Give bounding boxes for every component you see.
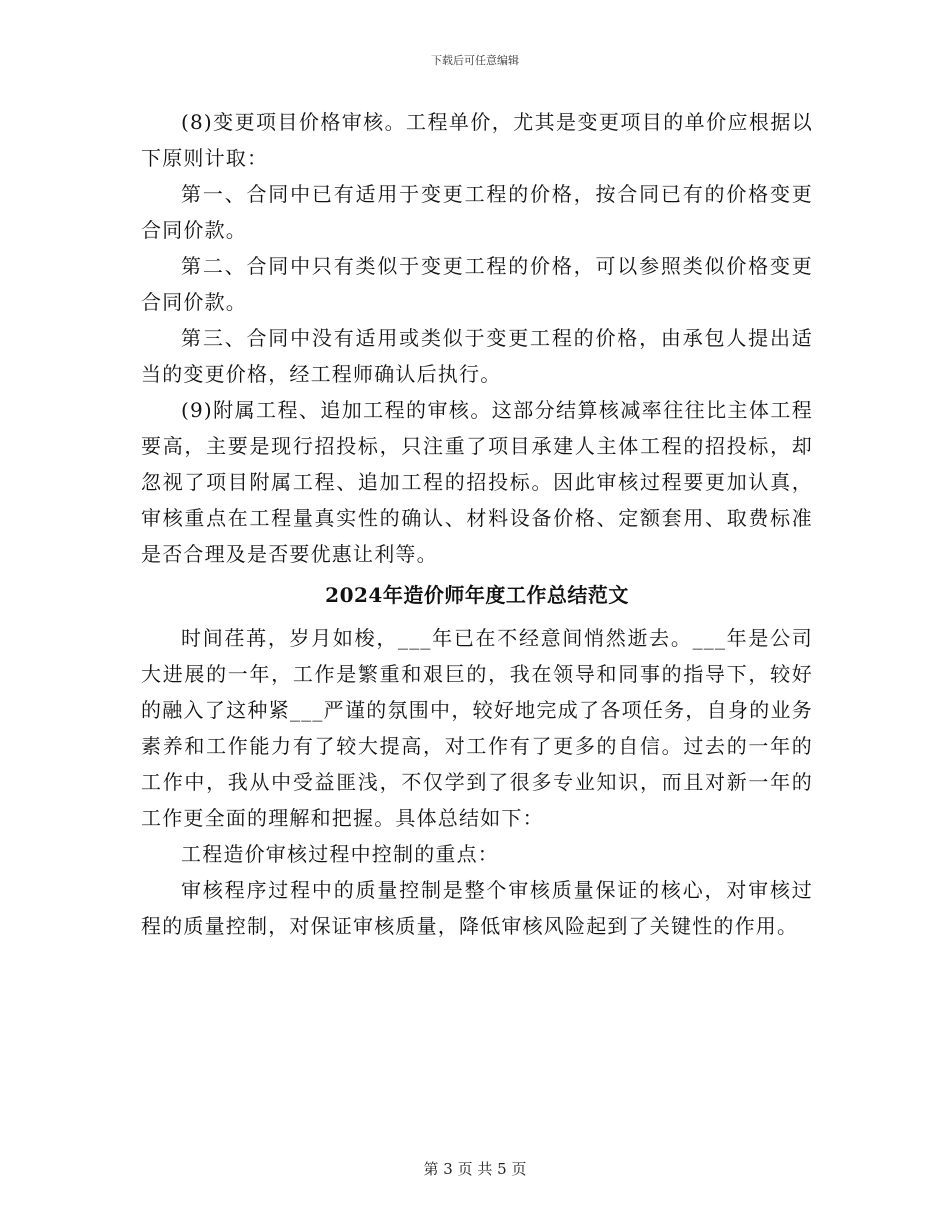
document-body — [141, 104, 813, 944]
paragraph-third-rule: 第三、合同中没有适用或类似于变更工程的价格，由承包人提出适当的变更价格，经工程师确认后执行。 — [141, 326, 813, 386]
page-header-note: 下载后可任意编辑 — [431, 54, 519, 67]
page-number: 第 3 页 共 5 页 — [423, 1160, 527, 1178]
paragraph-second-rule: 第二、合同中只有类似于变更工程的价格，可以参照类似价格变更合同价款。 — [141, 254, 813, 314]
paragraph-quality-control: 审核程序过程中的质量控制是整个审核质量保证的核心，对审核过程的质量控制，对保证审核质量，降低审核风险起到了关键性的作用。 — [141, 878, 813, 938]
paragraph-intro: 时间荏苒，岁月如梭，___年已在不经意间悄然逝去。___年是公司大进展的一年，工作是繁重和艰巨的，我在领导和同事的指导下，较好的融入了这种紧___严谨的氛围中，较好地完成了各项任务，自身的业务素养和工作能力有了较大提高，对工作有了更多的自信。过去的一年的工作中，我从中受益匪浅，不仅学到了很多专业知识，而且对新一年的工作更全面的理解和把握。具体总结如下： — [141, 626, 813, 830]
paragraph-price-review: (8)变更项目价格审核。工程单价，尤其是变更项目的单价应根据以下原则计取： — [141, 110, 813, 170]
section-title: 2024年造价师年度工作总结范文 — [325, 583, 629, 607]
paragraph-control-points: 工程造价审核过程中控制的重点： — [181, 842, 499, 866]
paragraph-first-rule: 第一、合同中已有适用于变更工程的价格，按合同已有的价格变更合同价款。 — [141, 182, 813, 242]
paragraph-auxiliary-works: (9)附属工程、追加工程的审核。这部分结算核减率往往比主体工程要高，主要是现行招投标，只注重了项目承建人主体工程的招投标，却忽视了项目附属工程、追加工程的招投标。因此审核过程要更加认真，审核重点在工程量真实性的确认、材料设备价格、定额套用、取费标准是否合理及是否要优惠让利等。 — [141, 398, 813, 566]
